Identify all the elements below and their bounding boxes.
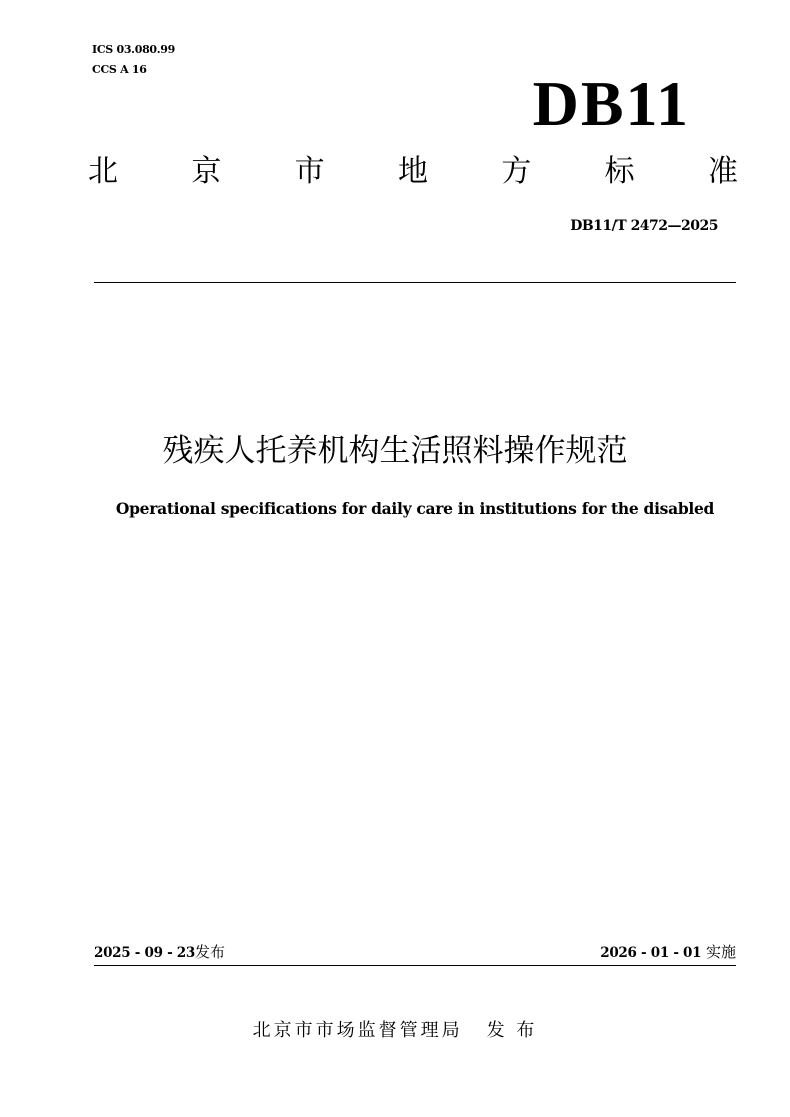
- issue-date: 2025 - 09 - 23: [94, 945, 195, 961]
- authority-char: 准: [707, 154, 738, 189]
- standard-number: DB11/T 2472—2025: [570, 218, 718, 234]
- publish-label: 发 布: [486, 1020, 538, 1041]
- authority-char: 地: [397, 154, 428, 189]
- implement-date: 2026 - 01 - 01: [600, 945, 702, 961]
- title-chinese: 残疾人托养机构生活照料操作规范: [162, 433, 628, 469]
- publisher-name: 北京市市场监督管理局: [252, 1020, 463, 1041]
- authority-char: 北: [88, 154, 118, 189]
- authority-char: 方: [501, 154, 532, 189]
- publisher-line: [180, 1016, 610, 1046]
- authority-char: 市: [294, 154, 325, 189]
- ics-code: ICS 03.080.99: [92, 43, 176, 56]
- header-divider: [94, 282, 736, 283]
- classification-codes: [92, 40, 175, 80]
- title-english: Operational specifications for daily care in institutions for the disabled: [115, 499, 715, 518]
- authority-line: [88, 150, 738, 194]
- footer-divider: [94, 965, 736, 966]
- implement-label: 实施: [705, 943, 736, 961]
- implement-date-block: [480, 940, 736, 965]
- ccs-code: CCS A 16: [92, 63, 147, 76]
- db-code: DB11: [532, 68, 690, 139]
- issue-label: 发布: [194, 943, 225, 961]
- issue-date-block: [94, 940, 225, 965]
- authority-char: 标: [604, 154, 635, 189]
- authority-char: 京: [191, 154, 222, 189]
